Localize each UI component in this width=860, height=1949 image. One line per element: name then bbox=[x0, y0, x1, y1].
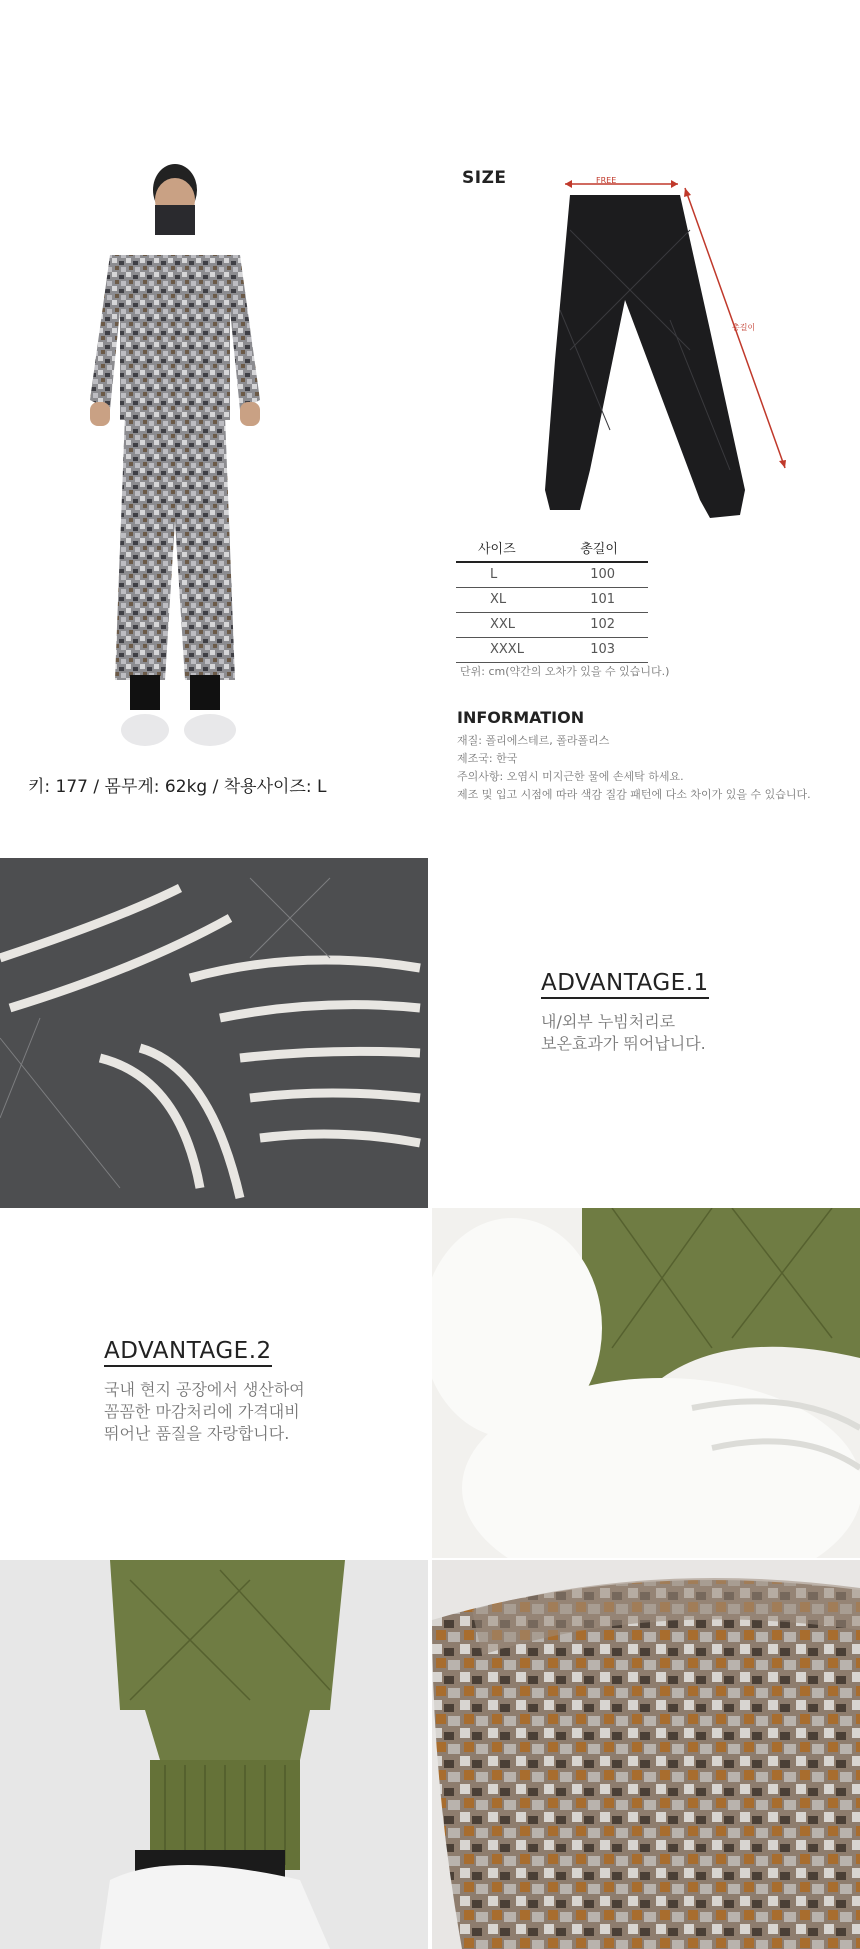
header-length: 총길이 bbox=[558, 536, 648, 562]
table-row bbox=[456, 562, 648, 588]
length-cell: 101 bbox=[558, 588, 648, 613]
table-row bbox=[456, 588, 648, 613]
advantage-2 bbox=[104, 1338, 305, 1445]
size-cell: XXXL bbox=[456, 638, 558, 663]
advantage-1-line: 보온효과가 뛰어납니다. bbox=[541, 1034, 706, 1053]
advantage-2-line: 꼼꼼한 마감처리에 가격대비 bbox=[104, 1402, 300, 1421]
ankle-cuff-photo bbox=[0, 1560, 428, 1949]
camo-waistband-photo bbox=[432, 1560, 860, 1949]
length-cell: 100 bbox=[558, 562, 648, 588]
advantage-2-title: ADVANTAGE.2 bbox=[104, 1338, 272, 1367]
size-table bbox=[456, 536, 648, 663]
table-header-row bbox=[456, 536, 648, 562]
information-list bbox=[457, 732, 811, 804]
size-cell: L bbox=[456, 562, 558, 588]
info-material: 재질: 폴리에스테르, 폴라폴리스 bbox=[457, 734, 610, 747]
model-photo bbox=[70, 160, 280, 760]
size-cell: XXL bbox=[456, 613, 558, 638]
info-origin: 제조국: 한국 bbox=[457, 752, 518, 765]
info-disclaimer: 제조 및 입고 시점에 따라 색감 질감 패턴에 다소 차이가 있을 수 있습니다. bbox=[457, 788, 811, 801]
advantage-2-line: 뛰어난 품질을 자랑합니다. bbox=[104, 1424, 290, 1443]
pants-size-diagram bbox=[470, 170, 800, 540]
length-cell: 103 bbox=[558, 638, 648, 663]
unit-note: 단위: cm(약간의 오차가 있을 수 있습니다.) bbox=[460, 665, 670, 678]
advantage-1-title: ADVANTAGE.1 bbox=[541, 970, 709, 999]
header-size: 사이즈 bbox=[456, 536, 558, 562]
info-care: 주의사항: 오염시 미지근한 물에 손세탁 하세요. bbox=[457, 770, 684, 783]
free-label: FREE bbox=[596, 176, 617, 185]
size-title: SIZE bbox=[462, 168, 507, 188]
table-row bbox=[456, 613, 648, 638]
advantage-1-line: 내/외부 누빔처리로 bbox=[541, 1012, 676, 1031]
model-caption: 키: 177 / 몸무게: 62kg / 착용사이즈: L bbox=[28, 777, 327, 797]
size-cell: XL bbox=[456, 588, 558, 613]
advantage-2-line: 국내 현지 공장에서 생산하여 bbox=[104, 1380, 305, 1399]
length-cell: 102 bbox=[558, 613, 648, 638]
lining-stack-photo bbox=[0, 858, 428, 1208]
length-label: 총길이 bbox=[732, 323, 756, 332]
information-title: INFORMATION bbox=[457, 708, 585, 727]
fleece-lining-photo bbox=[432, 1208, 860, 1558]
table-row bbox=[456, 638, 648, 663]
advantage-1 bbox=[541, 970, 709, 1055]
